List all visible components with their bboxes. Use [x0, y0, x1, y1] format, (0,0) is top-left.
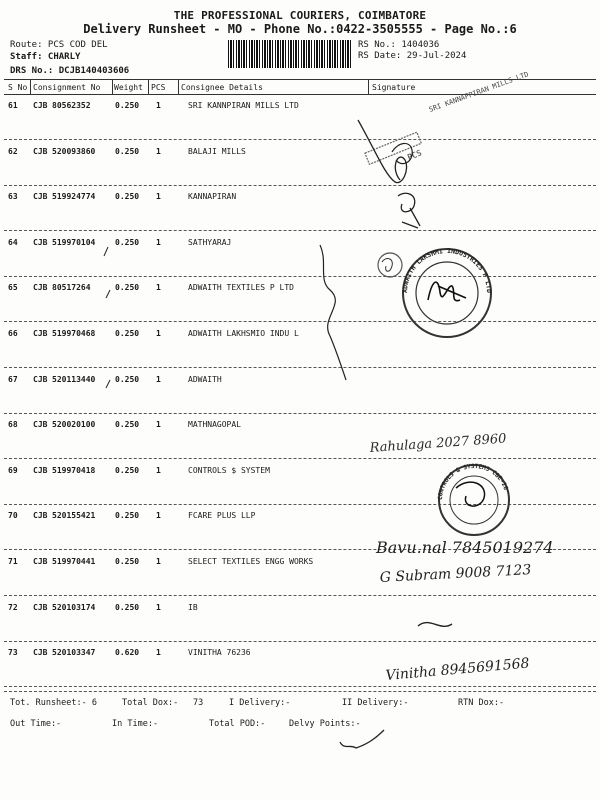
row-consignment-prefix: CJB	[33, 648, 48, 657]
row-divider	[4, 367, 596, 368]
col-divider	[178, 80, 179, 94]
row-sno: 63	[8, 192, 18, 201]
row-consignee: IB	[188, 603, 198, 612]
row-pcs: 1	[156, 101, 161, 110]
row-weight: 0.250	[115, 420, 140, 429]
row-sno: 65	[8, 283, 18, 292]
row-consignee: ADWAITH TEXTILES P LTD	[188, 283, 294, 292]
col-header-pcs: PCS	[151, 83, 166, 92]
total-dox-value: 73	[193, 698, 204, 708]
col-header-weight: Weight	[114, 83, 143, 92]
row-divider	[4, 549, 596, 550]
col-header-consignee: Consignee Details	[181, 83, 263, 92]
table-top-rule	[4, 79, 596, 80]
row-consignment-number: 80562352	[52, 101, 91, 110]
signature-scribble	[320, 245, 346, 380]
row-consignment-number: 520113440	[52, 375, 96, 384]
row-consignee: CONTROLS $ SYSTEM	[188, 466, 270, 475]
col-header-sno: S No	[8, 83, 28, 92]
i-delivery: I Delivery:-	[229, 698, 291, 708]
row-weight: 0.250	[115, 329, 140, 338]
handwritten-signature: Vinitha 8945691568	[384, 655, 531, 684]
row-consignee: ADWAITH	[188, 375, 222, 384]
tick-mark	[104, 247, 108, 256]
row-consignee: MATHNAGOPAL	[188, 420, 241, 429]
row-consignment-prefix: CJB	[33, 375, 48, 384]
row-sno: 67	[8, 375, 18, 384]
row-consignment-number: 520103174	[52, 603, 96, 612]
signature-scribble	[358, 120, 407, 183]
row-sno: 69	[8, 466, 18, 475]
stamp-text: PCS	[406, 148, 423, 163]
signature-scribble	[392, 143, 412, 163]
row-consignment-number: 520093860	[52, 147, 96, 156]
row-divider	[4, 276, 596, 277]
seal-text: ADWAITH LAKSHMI INDUSTRIES P LTD	[400, 246, 494, 294]
barcode	[228, 40, 352, 68]
tick-mark	[106, 290, 110, 298]
row-pcs: 1	[156, 375, 161, 384]
tick-mark	[106, 380, 110, 388]
row-weight: 0.250	[115, 192, 140, 201]
tot-runsheet: Tot. Runsheet:- 6	[10, 698, 97, 708]
footer-rule	[4, 691, 596, 692]
row-consignment-prefix: CJB	[33, 192, 48, 201]
row-consignment-number: 519970418	[52, 466, 96, 475]
signature-scribble	[398, 193, 420, 228]
row-consignment-number: 520020100	[52, 420, 96, 429]
row-consignment-number: 520103347	[52, 648, 96, 657]
row-sno: 73	[8, 648, 18, 657]
stamp-text: SRI KANNAPPIRAN MILLS LTD	[427, 70, 530, 114]
row-consignee: FCARE PLUS LLP	[188, 511, 256, 520]
row-sno: 70	[8, 511, 18, 520]
signature-scribble	[340, 730, 384, 748]
handwritten-signature: Rahulaga 2027 8960	[369, 431, 507, 456]
row-divider	[4, 458, 596, 459]
staff-label: Staff: CHARLY	[10, 52, 81, 62]
route-label: Route: PCS COD DEL	[10, 40, 108, 50]
row-consignee: SELECT TEXTILES ENGG WORKS	[188, 557, 314, 566]
total-dox-label: Total Dox:-	[122, 698, 179, 708]
out-time: Out Time:-	[10, 719, 62, 729]
handwritten-signature: Bavu.nal 7845019274	[376, 538, 554, 557]
row-consignee: SRI KANNPIRAN MILLS LTD	[188, 101, 299, 110]
row-consignment-prefix: CJB	[33, 603, 48, 612]
row-consignment-prefix: CJB	[33, 101, 48, 110]
controls-stamp	[437, 463, 509, 535]
row-pcs: 1	[156, 147, 161, 156]
col-header-consignment: Consignment No	[33, 83, 101, 92]
rtn-dox: RTN Dox:-	[458, 698, 505, 708]
row-consignee: ADWAITH LAKHSMIO INDU L	[188, 329, 299, 338]
col-header-signature: Signature	[372, 83, 416, 92]
row-consignment-number: 519924774	[52, 192, 96, 201]
row-consignment-prefix: CJB	[33, 283, 48, 292]
round-stamp	[378, 253, 402, 277]
row-pcs: 1	[156, 557, 161, 566]
row-sno: 72	[8, 603, 18, 612]
row-consignment-number: 519970468	[52, 329, 96, 338]
row-weight: 0.250	[115, 557, 140, 566]
row-weight: 0.250	[115, 147, 140, 156]
row-consignment-prefix: CJB	[33, 329, 48, 338]
row-pcs: 1	[156, 466, 161, 475]
row-consignment-prefix: CJB	[33, 511, 48, 520]
col-divider	[368, 80, 369, 94]
row-sno: 68	[8, 420, 18, 429]
drs-number: DRS No.: DCJB140403606	[10, 66, 130, 76]
row-divider	[4, 595, 596, 596]
row-divider	[4, 413, 596, 414]
row-sno: 66	[8, 329, 18, 338]
row-pcs: 1	[156, 511, 161, 520]
row-pcs: 1	[156, 603, 161, 612]
row-consignee: BALAJI MILLS	[188, 147, 246, 156]
company-stamp	[428, 70, 530, 114]
row-consignment-number: 519970104	[52, 238, 96, 247]
row-divider	[4, 641, 596, 642]
seal-text: CONTROLS & SYSTEMS CBE-28	[436, 462, 510, 501]
row-sno: 71	[8, 557, 18, 566]
row-pcs: 1	[156, 283, 161, 292]
row-consignment-number: 80517264	[52, 283, 91, 292]
table-header-rule	[4, 94, 596, 95]
svg-text:CONTROLS & SYSTEMS CBE-28	[437, 463, 509, 500]
row-divider	[4, 321, 596, 322]
row-sno: 61	[8, 101, 18, 110]
runsheet-subtitle: Delivery Runsheet - MO - Phone No.:0422-3505555 - Page No.:6	[83, 22, 517, 36]
company-title: THE PROFESSIONAL COURIERS, COIMBATORE	[173, 9, 427, 22]
row-sno: 62	[8, 147, 18, 156]
row-consignment-prefix: CJB	[33, 466, 48, 475]
signature-scribble	[418, 623, 452, 627]
row-divider	[4, 139, 596, 140]
handwritten-signature: G Subram 9008 7123	[379, 562, 532, 586]
row-pcs: 1	[156, 420, 161, 429]
rs-number: RS No.: 1404036	[358, 40, 440, 50]
row-consignment-prefix: CJB	[33, 557, 48, 566]
row-divider	[4, 185, 596, 186]
col-divider	[30, 80, 31, 94]
row-consignee: KANNAPIRAN	[188, 192, 237, 201]
row-weight: 0.250	[115, 466, 140, 475]
row-weight: 0.250	[115, 511, 140, 520]
row-weight: 0.250	[115, 283, 140, 292]
total-pod: Total POD:-	[209, 719, 266, 729]
row-consignment-prefix: CJB	[33, 147, 48, 156]
row-consignment-number: 519970441	[52, 557, 96, 566]
row-consignee: SATHYARAJ	[188, 238, 232, 247]
col-divider	[112, 80, 113, 94]
row-weight: 0.250	[115, 101, 140, 110]
row-consignee: VINITHA 76236	[188, 648, 251, 657]
row-pcs: 1	[156, 329, 161, 338]
svg-text:ADWAITH LAKSHMI INDUSTRIES P L	[401, 247, 493, 293]
row-pcs: 1	[156, 192, 161, 201]
delvy-points: Delvy Points:-	[289, 719, 361, 729]
row-consignment-prefix: CJB	[33, 420, 48, 429]
row-weight: 0.620	[115, 648, 140, 657]
rs-date: RS Date: 29-Jul-2024	[358, 51, 467, 61]
row-weight: 0.250	[115, 603, 140, 612]
row-divider	[4, 504, 596, 505]
row-divider	[4, 230, 596, 231]
row-weight: 0.250	[115, 238, 140, 247]
col-divider	[148, 80, 149, 94]
row-pcs: 1	[156, 238, 161, 247]
row-consignment-number: 520155421	[52, 511, 96, 520]
row-weight: 0.250	[115, 375, 140, 384]
row-pcs: 1	[156, 648, 161, 657]
adwaith-seal	[401, 247, 493, 337]
row-sno: 64	[8, 238, 18, 247]
row-consignment-prefix: CJB	[33, 238, 48, 247]
row-divider	[4, 686, 596, 687]
in-time: In Time:-	[112, 719, 159, 729]
ii-delivery: II Delivery:-	[342, 698, 409, 708]
